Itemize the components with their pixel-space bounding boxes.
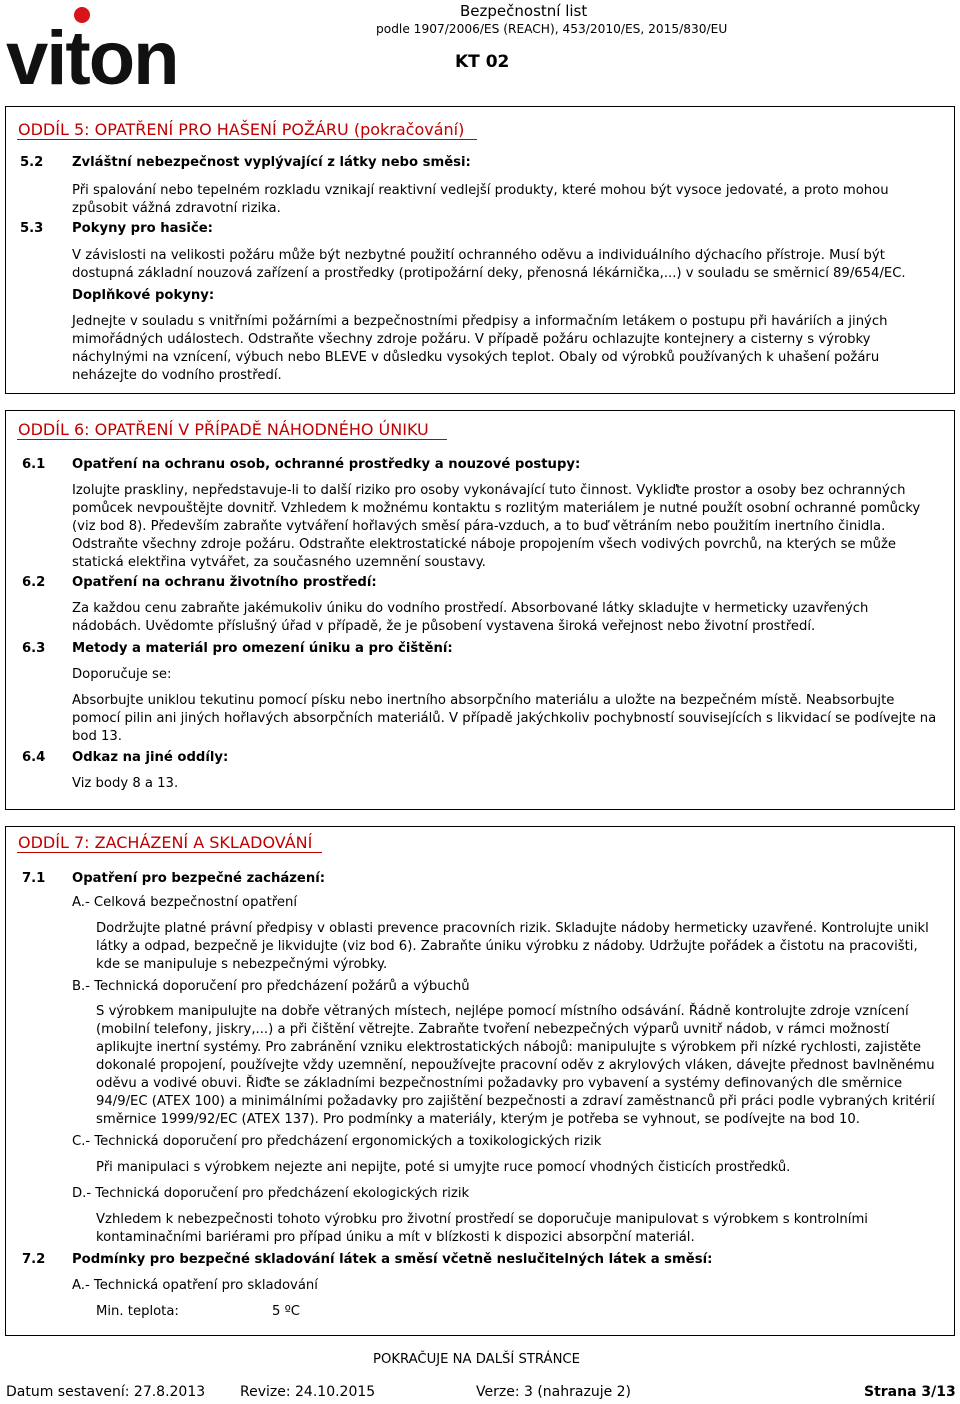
section-6-title: ODDÍL 6: OPATŘENÍ V PŘÍPADĚ NÁHODNÉHO ÚNIKU <box>18 420 429 439</box>
paragraph-line: kontaminačními bariérami pro případ úniku a mít v blízkosti k dispozici absorpční materiál. <box>96 1230 695 1245</box>
min-temperature-value: 5 ºC <box>272 1304 301 1319</box>
paragraph-line: Dodržujte platné právní předpisy v oblasti prevence pracovních rizik. Skladujte nádoby hermeticky uzavřené. Kontrolujte unikl <box>96 921 929 936</box>
sec-6-1-number: 6.1 <box>22 457 46 472</box>
paragraph-line: 94/9/EC (ATEX 100) a minimálními požadavky pro zajištění bezpečnosti a zdraví zaměstnanců při práci podle vybraných kritérií <box>96 1094 935 1109</box>
sec-6-4-number: 6.4 <box>22 750 46 765</box>
paragraph-line: kde se manipuluje s nebezpečnými výrobky. <box>96 957 388 972</box>
paragraph-line: dostupná základní nouzová zařízení a prostředky (protipožární deky, přenosná lékárnička,...) v souladu se směrnicí 89/654/EC. <box>72 266 906 281</box>
viton-logo <box>6 4 196 94</box>
paragraph-line: V závislosti na velikosti požáru může být nezbytné použití ochranného oděvu a individuálního dýchacího přístroje. Musí být <box>72 248 885 263</box>
sec-6-2-heading: Opatření na ochranu životního prostředí: <box>72 575 377 590</box>
paragraph-line: dokonalé propojení, používejte vždy uzemnění, nepoužívejte pracovní oděv z akrylových vláken, dávejte přednost bavlněnému <box>96 1058 935 1073</box>
footer-version: Verze: 3 (nahrazuje 2) <box>476 1384 632 1400</box>
paragraph-line: pomocí pilin ani jiných hořlavých absorpčních materiálů. V případě jakýchkoliv pochybností souvisejících s likvidací se podívejte na <box>72 711 937 726</box>
paragraph-line: oděvu a vodivé obuvi. Řiďte se základními bezpečnostními požadavky pro vybavení a systémy definovaných dle směrnice <box>96 1076 903 1091</box>
sec-5-2-number: 5.2 <box>20 155 44 170</box>
paragraph-line: mimořádných událostech. Odstraňte všechny zdroje požáru. V případě požáru ochlazujte kontejnery a cisterny s výrobky <box>72 332 871 347</box>
sec-5-3-number: 5.3 <box>20 221 44 236</box>
paragraph-line: Za každou cenu zabraňte jakémukoliv úniku do vodního prostředí. Absorbované látky skladujte v hermeticky uzavřených <box>72 601 869 616</box>
paragraph-line: Vzhledem k nebezpečnosti tohoto výrobku pro životní prostředí se doporučuje manipulovat s výrobkem s kontrolními <box>96 1212 868 1227</box>
min-temperature-label: Min. teplota: <box>96 1304 179 1319</box>
continue-note: POKRAČUJE NA DALŠÍ STRÁNCE <box>373 1352 580 1367</box>
sec-7-1-heading: Opatření pro bezpečné zacházení: <box>72 871 326 886</box>
paragraph-line: Jednejte v souladu s vnitřními požárními a bezpečnostními předpisy a informačním letákem o postupu při haváriích a jiných <box>72 314 888 329</box>
sec-6-2-number: 6.2 <box>22 575 46 590</box>
paragraph-line: neházejte do vodního prostředí. <box>72 368 282 383</box>
paragraph-line: Izolujte praskliny, nepředstavuje-li to další riziko pro osoby vykonávající tuto činnost. Vykliďte prostor a osoby bez ochranných <box>72 483 906 498</box>
recommended-label: Doporučuje se: <box>72 667 172 682</box>
sec-5-3-heading: Pokyny pro hasiče: <box>72 221 213 236</box>
paragraph-line: směrnice 1999/92/EC (ATEX 137). Pro podmínky a materiály, kterým je potřeba se vyhnout, se podívejte na bod 10. <box>96 1112 860 1127</box>
paragraph-line: statická elektřina vytvářet, za současného uzemnění soustavy. <box>72 555 486 570</box>
footer-revision-date: Revize: 24.10.2015 <box>240 1384 376 1400</box>
sec-7-1-number: 7.1 <box>22 871 46 886</box>
paragraph-line: náchylnými na vznícení, výbuch nebo BLEVE v důsledku vysokých teplot. Obaly od výrobků používaných k uhašení požáru <box>72 350 880 365</box>
paragraph-line: způsobit vážná zdravotní rizika. <box>72 201 281 216</box>
paragraph-line: Při spalování nebo tepelném rozkladu vznikají reaktivní vedlejší produkty, které mohou být vysoce jedovaté, a proto mohou <box>72 183 889 198</box>
sec-6-4-heading: Odkaz na jiné oddíly: <box>72 750 229 765</box>
section-7-underline <box>17 852 322 853</box>
paragraph-line: Viz body 8 a 13. <box>72 776 179 791</box>
sec-6-3-heading: Metody a materiál pro omezení úniku a pro čištění: <box>72 641 453 656</box>
footer-page-number: Strana 3/13 <box>864 1384 956 1400</box>
footer-compiled-date: Datum sestavení: 27.8.2013 <box>6 1384 206 1400</box>
paragraph-line: S výrobkem manipulujte na dobře větraných místech, nejlépe pomocí místního odsávání. Řádně kontrolujte zdroje vznícení <box>96 1004 909 1019</box>
paragraph-line: pomůcek nevpouštějte dovnitř. Vzhledem k možnému kontaktu s rozlitým materiálem je nutné použít osobní ochranné pomůcky <box>72 501 921 516</box>
viton-logo-graphic <box>6 4 196 94</box>
paragraph-line: aplikujte inertní systémy. Pro zabránění vzniku elektrostatických nábojů: manipulujte s výrobkem při nízké rychlosti, zajistěte <box>96 1040 921 1055</box>
sec-6-3-number: 6.3 <box>22 641 46 656</box>
paragraph-line: Při manipulaci s výrobkem nejezte ani nepijte, poté si umyjte ruce pomocí vhodných čisticích prostředků. <box>96 1160 791 1175</box>
product-code: KT 02 <box>455 52 510 72</box>
additional-instructions-heading: Doplňkové pokyny: <box>72 288 215 303</box>
subsection-a-title: A.- Technická opatření pro skladování <box>72 1278 318 1293</box>
document-title: Bezpečnostní list <box>460 2 588 20</box>
section-5-underline <box>17 139 477 140</box>
paragraph-line: (viz bod 8). Především zabraňte vytváření hořlavých směsí pára-vzduch, a to buď větráním nebo použitím inertního činidla. <box>72 519 886 534</box>
paragraph-line: látky a odpad, bezpečně je likvidujte (viz bod 6). Zabraňte úniku výrobku z nádoby. Udržujte pořádek a čistotu na pracovišti, <box>96 939 918 954</box>
subsection-d-title: D.- Technická doporučení pro předcházení ekologických rizik <box>72 1186 470 1201</box>
section-6-underline <box>17 439 447 440</box>
subsection-a-title: A.- Celková bezpečnostní opatření <box>72 895 298 910</box>
section-7-title: ODDÍL 7: ZACHÁZENÍ A SKLADOVÁNÍ <box>18 833 313 852</box>
paragraph-line: Absorbujte uniklou tekutinu pomocí písku nebo inertního absorpčního materiálu a uložte na bezpečném místě. Neabsorbujte <box>72 693 895 708</box>
paragraph-line: nádobách. Uvědomte příslušný úřad v případě, že je působení vystavena široká veřejnost nebo životní prostředí. <box>72 619 816 634</box>
section-5-title: ODDÍL 5: OPATŘENÍ PRO HAŠENÍ POŽÁRU (pokračování) <box>18 120 465 139</box>
subsection-b-title: B.- Technická doporučení pro předcházení požárů a výbuchů <box>72 979 470 994</box>
sec-7-2-number: 7.2 <box>22 1252 46 1267</box>
sec-6-1-heading: Opatření na ochranu osob, ochranné prostředky a nouzové postupy: <box>72 457 581 472</box>
paragraph-line: bod 13. <box>72 729 122 744</box>
paragraph-line: Odstraňte všechny zdroje požáru. Odstraňte elektrostatické náboje propojením všech vodivých povrchů, na kterých se může <box>72 537 896 552</box>
paragraph-line: (mobilní telefony, jiskry,...) a při čištění větrejte. Zabraňte tvoření nebezpečných výparů uvnitř nádob, v rámci možností <box>96 1022 890 1037</box>
logo-text: viton <box>6 16 178 94</box>
sec-5-2-heading: Zvláštní nebezpečnost vyplývající z látky nebo směsi: <box>72 155 471 170</box>
regulation-line: podle 1907/2006/ES (REACH), 453/2010/ES, 2015/830/EU <box>376 22 728 36</box>
subsection-c-title: C.- Technická doporučení pro předcházení ergonomických a toxikologických rizik <box>72 1134 602 1149</box>
sec-7-2-heading: Podmínky pro bezpečné skladování látek a směsí včetně neslučitelných látek a směsí: <box>72 1252 713 1267</box>
